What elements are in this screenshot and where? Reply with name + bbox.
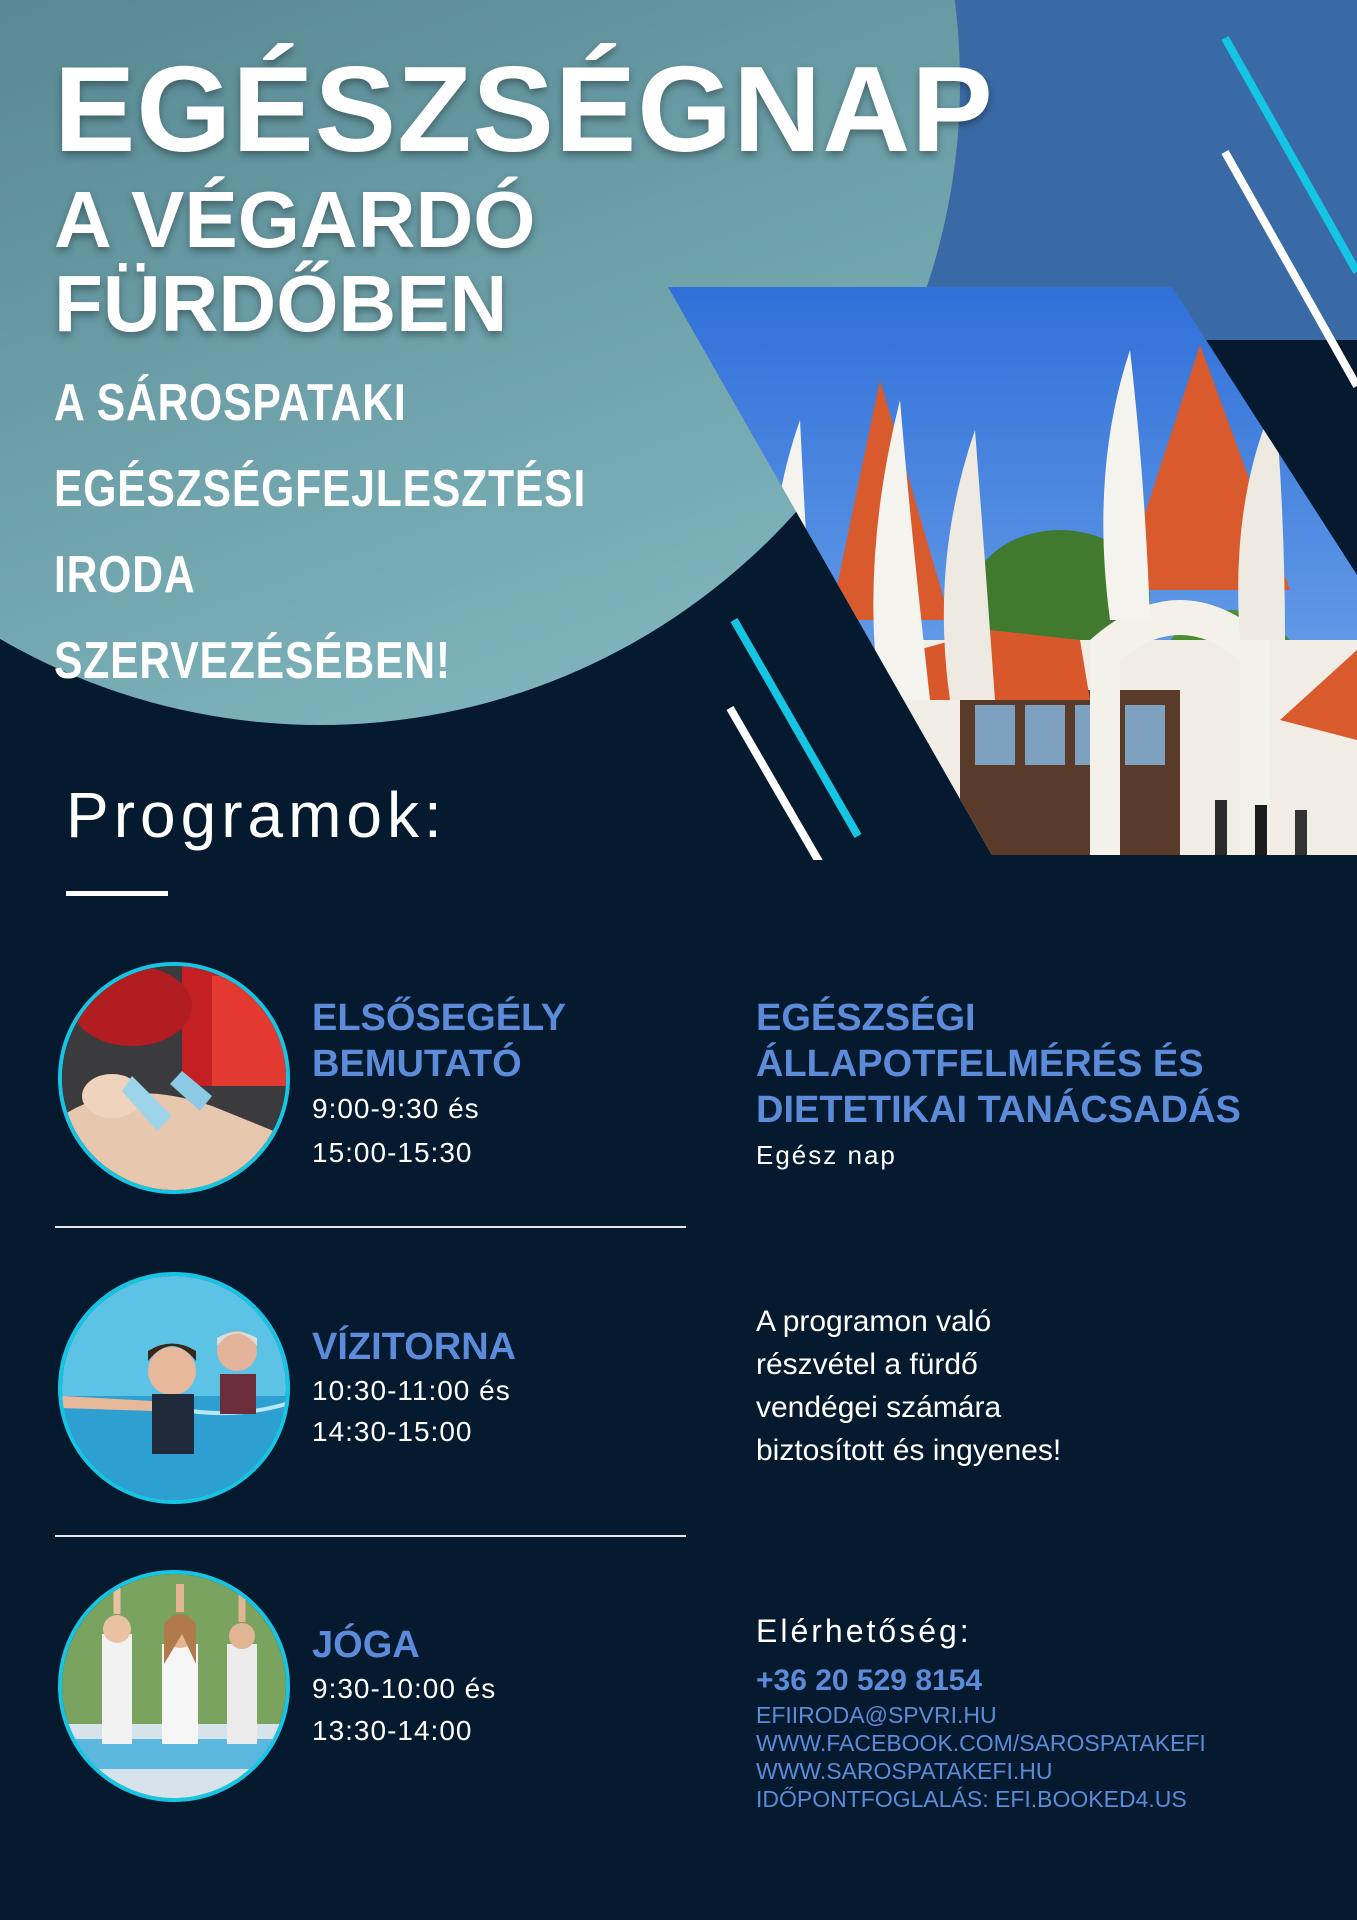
cyan-accent-line-mid: [734, 620, 858, 836]
notice-line1: A programon való: [756, 1305, 992, 1338]
program-aqua-fitness-time-line2: 14:30-15:00: [312, 1416, 473, 1447]
program-aqua-fitness: [312, 1324, 712, 1452]
programs-heading: Programok:: [66, 779, 447, 851]
organizer-line3: SZERVEZÉSÉBEN!: [54, 632, 451, 690]
white-accent-line-mid: [730, 708, 854, 860]
contact-facebook-link[interactable]: WWW.FACEBOOK.COM/SAROSPATAKEFI: [756, 1730, 1206, 1756]
assessment-title-line3: DIETETIKAI TANÁCSADÁS: [756, 1089, 1241, 1131]
event-location-line2: FÜRDŐBEN: [54, 259, 508, 348]
yoga-photo: [58, 1570, 290, 1802]
contact-block: [756, 1610, 1346, 1813]
notice-line2: részvétel a fürdő: [756, 1348, 978, 1381]
organizer-line2: EGÉSZSÉGFEJLESZTÉSI IRODA: [54, 460, 587, 604]
program-yoga-title: JÓGA: [312, 1624, 420, 1666]
contact-booking-link[interactable]: IDŐPONTFOGLALÁS: EFI.BOOKED4.US: [756, 1786, 1187, 1812]
program-aqua-fitness-time-line1: 10:30-11:00 és: [312, 1375, 511, 1406]
contact-email[interactable]: EFIIRODA@SPVRI.HU: [756, 1702, 997, 1728]
program-first-aid-title-line2: BEMUTATÓ: [312, 1043, 522, 1085]
program-first-aid-time-line1: 9:00-9:30 és: [312, 1093, 480, 1124]
program-yoga-time-line2: 13:30-14:00: [312, 1715, 473, 1746]
organizer-text: [54, 360, 628, 704]
notice-line3: vendégei számára: [756, 1391, 1002, 1424]
program-first-aid-time-line2: 15:00-15:30: [312, 1137, 473, 1168]
program-yoga-time-line1: 9:30-10:00 és: [312, 1673, 497, 1704]
notice-line4: biztosított és ingyenes!: [756, 1434, 1062, 1467]
organizer-line1: A SÁROSPATAKI: [54, 374, 407, 432]
program-first-aid-title-line1: ELSŐSEGÉLY: [312, 997, 567, 1039]
assessment-title-line2: ÁLLAPOTFELMÉRÉS ÉS: [756, 1043, 1204, 1085]
assessment-time: Egész nap: [756, 1140, 897, 1170]
program-divider-1: [55, 1226, 686, 1228]
program-aqua-fitness-title: VÍZITORNA: [312, 1326, 517, 1368]
aqua-fitness-photo: [58, 1272, 290, 1504]
program-first-aid: [312, 995, 712, 1175]
program-yoga: [312, 1622, 712, 1752]
contact-heading: Elérhetőség:: [756, 1613, 972, 1649]
contact-website-link[interactable]: WWW.SAROSPATAKEFI.HU: [756, 1758, 1053, 1784]
assessment-title-line1: EGÉSZSÉGI: [756, 997, 976, 1039]
program-divider-2: [55, 1535, 686, 1537]
contact-phone[interactable]: +36 20 529 8154: [756, 1664, 983, 1697]
free-participation-notice: [756, 1300, 1316, 1472]
first-aid-photo: [58, 962, 290, 1194]
assessment-block: [756, 995, 1336, 1177]
event-title: EGÉSZSÉGNAP: [54, 41, 994, 177]
event-location: [54, 175, 754, 348]
event-location-line1: A VÉGARDÓ: [54, 175, 536, 264]
heading-underline: [66, 891, 168, 896]
